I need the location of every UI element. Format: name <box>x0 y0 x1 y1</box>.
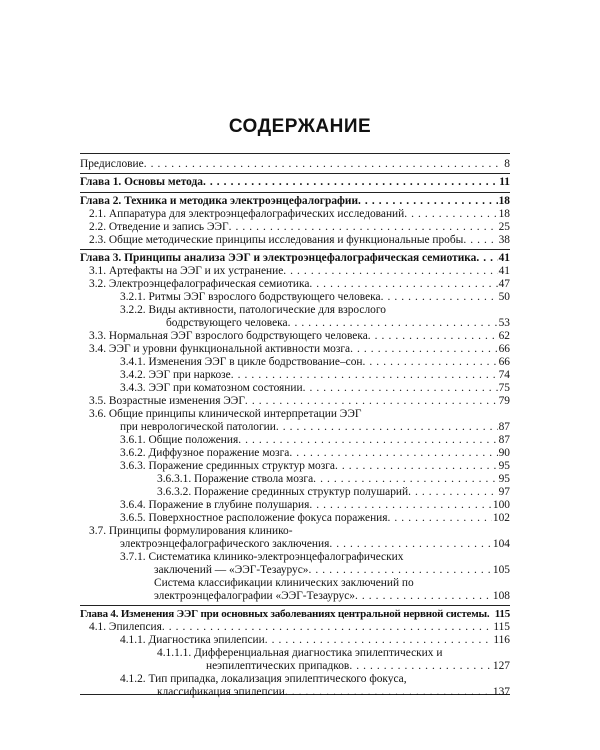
table-of-contents <box>80 153 510 698</box>
divider <box>80 605 510 606</box>
toc-entry: 3.6.3. Поражение срединных структур мозга . . . 95 <box>120 460 510 473</box>
toc-entry: Система классификации клинических заключений по <box>154 577 414 589</box>
toc-chapter: Глава 2. Техника и методика электроэнцефалографии . . . 18 <box>80 195 510 208</box>
toc-entry: при неврологической патологии . . . 87 <box>120 421 510 434</box>
toc-entry: 3.6.3.2. Поражение срединных структур полушарий . . . 97 <box>157 486 510 499</box>
toc-entry: 4.1.2. Тип припадка, локализация эпилептического фокуса, <box>120 673 407 685</box>
toc-entry: 3.2. Электроэнцефалографическая семиотика . . . 47 <box>89 278 510 291</box>
toc-entry: 3.6.5. Поверхностное расположение фокуса поражения . . . 102 <box>120 512 510 525</box>
toc-entry: заключений — «ЭЭГ-Тезаурус» . . . 105 <box>154 564 510 577</box>
toc-entry: бодрствующего человека . . . 53 <box>166 317 510 330</box>
divider <box>80 173 510 174</box>
toc-chapter: Глава 1. Основы метода . . . 11 <box>80 176 510 189</box>
toc-entry: 3.4. ЭЭГ и уровни функциональной активности мозга . . . 66 <box>89 343 510 356</box>
toc-entry: 4.1.1. Диагностика эпилепсии . . . 116 <box>120 634 510 647</box>
toc-entry: 3.1. Артефакты на ЭЭГ и их устранение . . . 41 <box>89 265 510 278</box>
toc-entry: неэпилептических припадков . . . 127 <box>206 660 510 673</box>
toc-entry: 3.7. Принципы формулирования клинико- <box>89 525 293 537</box>
toc-entry: 4.1.1.1. Дифференциальная диагностика эпилептических и <box>157 647 443 659</box>
toc-entry: Предисловие . . . 8 <box>80 158 510 171</box>
toc-entry: 2.3. Общие методические принципы исследования и функциональные пробы . . . 38 <box>89 234 510 247</box>
toc-entry: 2.1. Аппаратура для электроэнцефалографических исследований . . . 18 <box>89 208 510 221</box>
toc-entry: 3.4.3. ЭЭГ при коматозном состоянии . . . 75 <box>120 382 510 395</box>
toc-entry: 3.4.2. ЭЭГ при наркозе . . . 74 <box>120 369 510 382</box>
toc-entry: 3.5. Возрастные изменения ЭЭГ . . . 79 <box>89 395 510 408</box>
toc-entry: 3.6.2. Диффузное поражение мозга . . . 90 <box>120 447 510 460</box>
toc-entry: 3.6.1. Общие положения . . . 87 <box>120 434 510 447</box>
toc-chapter: Глава 4. Изменения ЭЭГ при основных заболеваниях центральной нервной системы . . . 115 <box>80 608 510 621</box>
toc-entry: электроэнцефалографического заключения . . . 104 <box>120 538 510 551</box>
divider <box>80 249 510 250</box>
toc-entry: классификация эпилепсии . . . 137 <box>157 686 510 699</box>
toc-entry: 3.3. Нормальная ЭЭГ взрослого бодрствующего человека . . . 62 <box>89 330 510 343</box>
toc-entry: 2.2. Отведение и запись ЭЭГ . . . 25 <box>89 221 510 234</box>
divider <box>80 192 510 193</box>
toc-chapter: Глава 3. Принципы анализа ЭЭГ и электроэнцефалографическая семиотика . . . 41 <box>80 252 510 265</box>
toc-entry: 3.4.1. Изменения ЭЭГ в цикле бодрствование–сон . . . 66 <box>120 356 510 369</box>
toc-entry: 3.2.1. Ритмы ЭЭГ взрослого бодрствующего человека . . . 50 <box>120 291 510 304</box>
toc-entry: 3.7.1. Систематика клинико-электроэнцефалографических <box>120 551 404 563</box>
toc-entry: 4.1. Эпилепсия . . . 115 <box>89 621 510 634</box>
toc-entry: электроэнцефалографии «ЭЭГ-Тезаурус» . . . 108 <box>154 590 510 603</box>
toc-entry: 3.6.4. Поражение в глубине полушария . . . 100 <box>120 499 510 512</box>
toc-entry: 3.2.2. Виды активности, патологические для взрослого <box>120 304 386 316</box>
toc-entry: 3.6.3.1. Поражение ствола мозга . . . 95 <box>157 473 510 486</box>
toc-entry: 3.6. Общие принципы клинической интерпретации ЭЭГ <box>89 408 362 420</box>
page-title: СОДЕРЖАНИЕ <box>228 116 372 137</box>
